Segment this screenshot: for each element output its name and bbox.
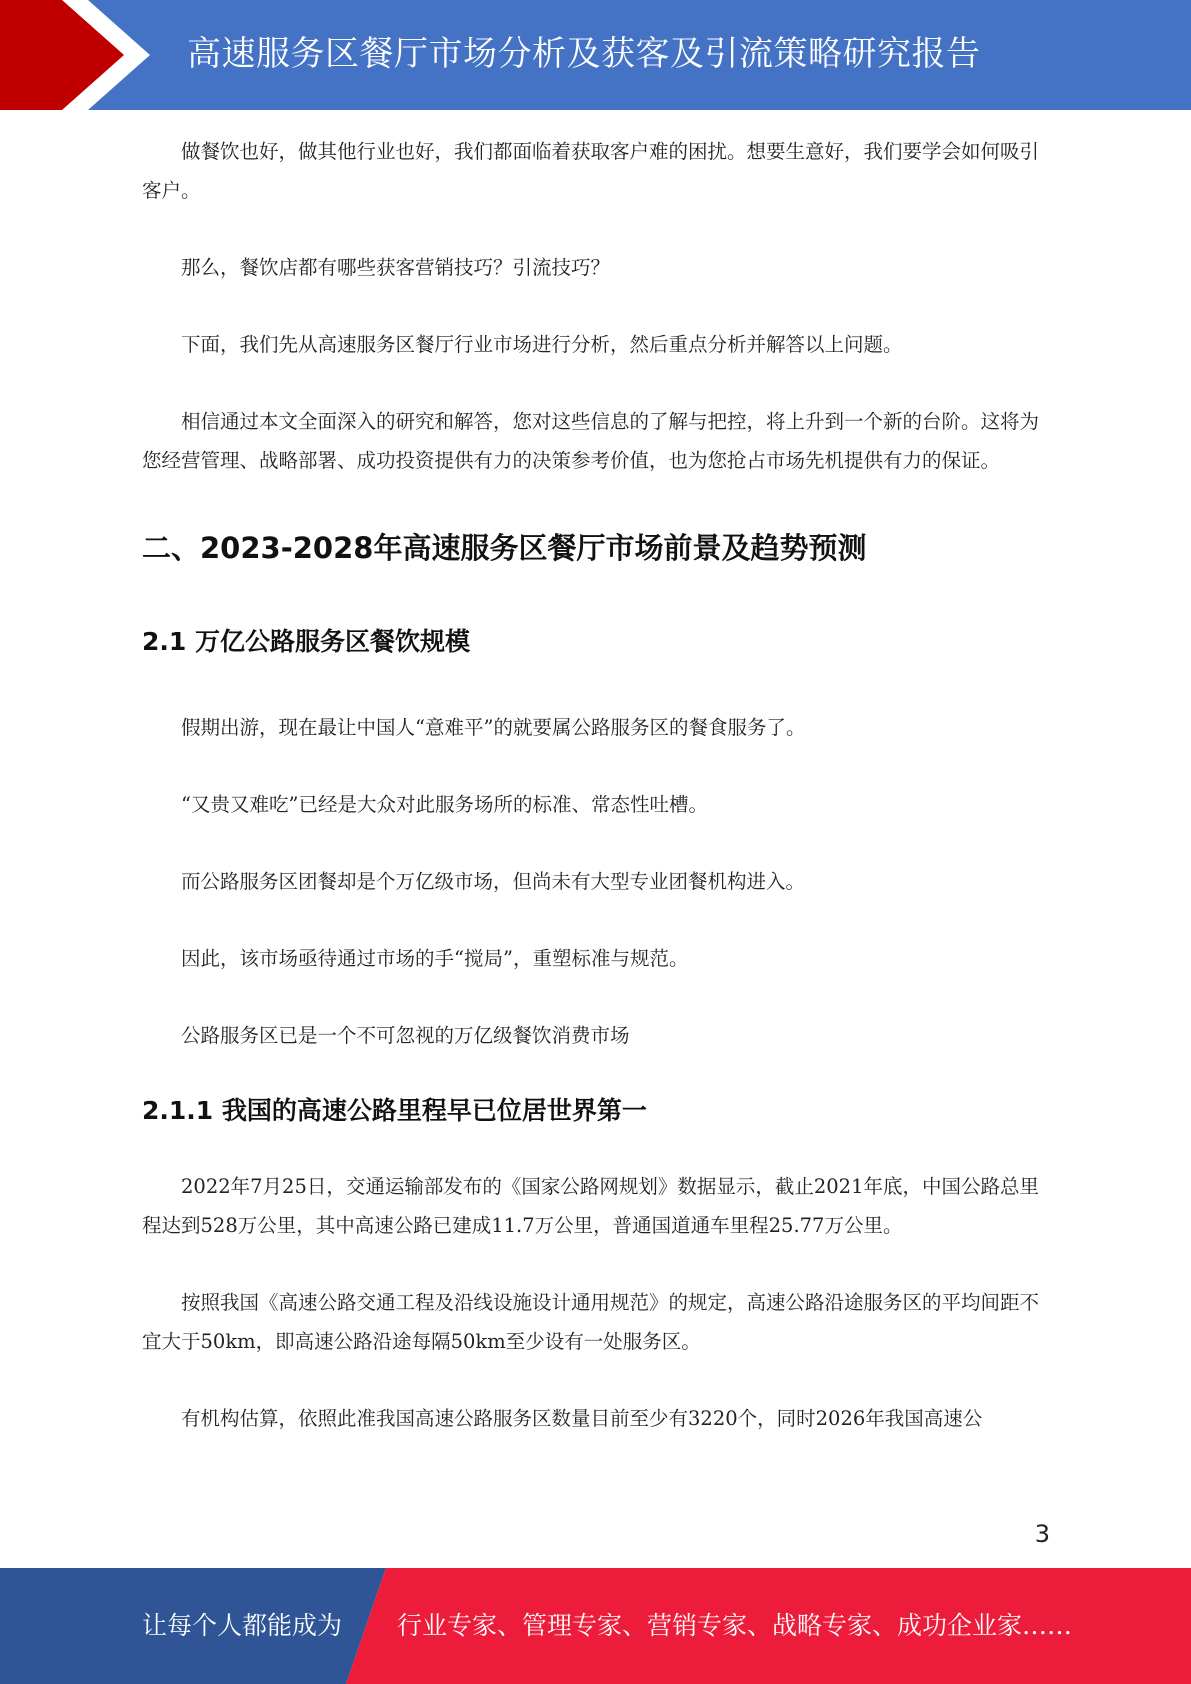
intro-paragraph: 下面，我们先从高速服务区餐厅行业市场进行分析，然后重点分析并解答以上问题。 (181, 333, 903, 356)
subsection-paragraph: 假期出游，现在最让中国人“意难平”的就要属公路服务区的餐食服务了。 (181, 716, 806, 739)
sub-subsection-paragraph: 有机构估算，依照此准我国高速公路服务区数量目前至少有3220个，同时2026年我国高速公 (181, 1407, 983, 1430)
footer-slogan-right: 行业专家、管理专家、营销专家、战略专家、成功企业家…… (397, 1611, 1073, 1640)
subsection-paragraph: 而公路服务区团餐却是个万亿级市场，但尚未有大型专业团餐机构进入。 (181, 870, 806, 893)
page-footer (0, 1568, 1191, 1684)
sub-subsection-heading: 2.1.1 我国的高速公路里程早已位居世界第一 (142, 1096, 647, 1125)
subsection-heading: 2.1 万亿公路服务区餐饮规模 (142, 627, 470, 656)
intro-paragraph: 那么，餐饮店都有哪些获客营销技巧？引流技巧？ (181, 256, 611, 279)
subsection-paragraph: 因此，该市场亟待通过市场的手“搅局”，重塑标准与规范。 (181, 947, 689, 970)
intro-paragraph: 做餐饮也好，做其他行业也好，我们都面临着获取客户难的困扰。想要生意好，我们要学会如何吸引客户。 (142, 140, 1040, 202)
page-header (0, 0, 1191, 110)
sub-subsection-paragraph: 2022年7月25日，交通运输部发布的《国家公路网规划》数据显示，截止2021年底，中国公路总里程达到528万公里，其中高速公路已建成11.7万公里，普通国道通车里程25.77万公里。 (142, 1175, 1039, 1237)
header-title: 高速服务区餐厅市场分析及获客及引流策略研究报告 (187, 34, 981, 74)
section-heading: 二、2023-2028年高速服务区餐厅市场前景及趋势预测 (142, 531, 867, 565)
intro-paragraph: 相信通过本文全面深入的研究和解答，您对这些信息的了解与把控，将上升到一个新的台阶。这将为您经营管理、战略部署、成功投资提供有力的决策参考价值，也为您抢占市场先机提供有力的保证。 (142, 410, 1040, 472)
footer-slogan-left: 让每个人都能成为 (142, 1611, 343, 1640)
page-number: 3 (1034, 1520, 1050, 1548)
header-arrow-decoration (0, 0, 160, 110)
report-body (142, 132, 1048, 1476)
subsection-paragraph: “又贵又难吃”已经是大众对此服务场所的标准、常态性吐槽。 (181, 793, 708, 816)
sub-subsection-paragraph: 按照我国《高速公路交通工程及沿线设施设计通用规范》的规定，高速公路沿途服务区的平均间距不宜大于50km，即高速公路沿途每隔50km至少设有一处服务区。 (142, 1291, 1040, 1353)
subsection-paragraph: 公路服务区已是一个不可忽视的万亿级餐饮消费市场 (181, 1024, 630, 1047)
